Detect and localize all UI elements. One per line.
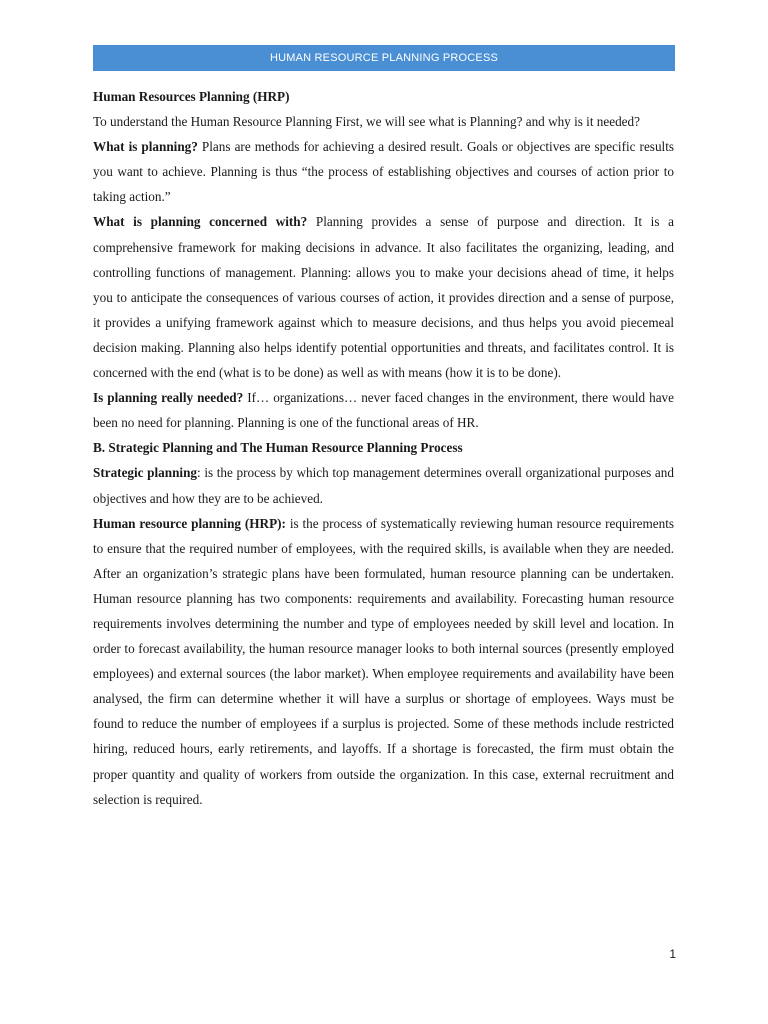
page-number: 1 <box>669 947 676 961</box>
concerned-with-paragraph <box>93 209 674 385</box>
document-body <box>93 84 674 812</box>
document-title: Human Resources Planning (HRP) <box>93 89 290 104</box>
strategic-planning-paragraph <box>93 460 674 510</box>
intro-paragraph: To understand the Human Resource Planning First, we will see what is Planning? and why is it needed? <box>93 114 640 130</box>
banner-title: HUMAN RESOURCE PLANNING PROCESS <box>269 52 499 64</box>
section-b-heading: B. Strategic Planning and The Human Resource Planning Process <box>93 440 463 456</box>
header-banner <box>93 45 675 71</box>
concerned-with-text: Planning provides a sense of purpose and direction. It is a comprehensive framework for making decisions in advance. It also facilitates the organizing, leading, and controlling functions of management. Planning: allows you to make your decisions ahead of time, it helps you to anticipate the consequences of various courses of action, it provides direction and a sense of purpose, it provides a unifying framework against which to measure decisions, and thus helps you avoid piecemeal decision making. Planning also helps identify potential opportunities and threats, and facilitates control. It is concerned with the end (what is to be done) as well as with means (how it is to be done). <box>93 214 674 381</box>
what-is-planning-paragraph <box>93 134 674 209</box>
what-is-planning-label: What is planning? <box>93 139 198 155</box>
hrp-paragraph <box>93 511 674 812</box>
strategic-planning-label: Strategic planning <box>93 465 198 481</box>
what-is-planning-text: Plans are methods for achieving a desired result. Goals or objectives are specific results you want to achieve. Planning is thus “the process of establishing objectives and courses of action prior to taking action.” <box>93 139 674 205</box>
really-needed-paragraph <box>93 385 674 435</box>
concerned-with-label: What is planning concerned with? <box>93 214 308 230</box>
strategic-planning-text: : is the process by which top management determines overall organizational purposes and objectives and how they are to be achieved. <box>93 465 674 506</box>
really-needed-text: If… organizations… never faced changes in the environment, there would have been no need for planning. Planning is one of the functional areas of HR. <box>93 390 674 431</box>
hrp-text: is the process of systematically reviewing human resource requirements to ensure that the required number of employees, with the required skills, is available when they are needed. After an organization’s strategic plans have been formulated, human resource planning can be undertaken. Human resource planning has two components: requirements and availability. Forecasting human resource requirements involves determining the number and type of employees needed by skill level and location. In order to forecast availability, the human resource manager looks to both internal sources (presently employed employees) and external sources (the labor market). When employee requirements and availability have been analysed, the firm can determine whether it will have a surplus or shortage of employees. Ways must be found to reduce the number of employees if a surplus is projected. Some of these methods include restricted hiring, reduced hours, early retirements, and layoffs. If a shortage is forecasted, the firm must obtain the proper quantity and quality of workers from outside the organization. In this case, external recruitment and selection is required. <box>93 515 675 807</box>
hrp-label: Human resource planning (HRP): <box>93 515 286 531</box>
really-needed-label: Is planning really needed? <box>93 390 244 406</box>
